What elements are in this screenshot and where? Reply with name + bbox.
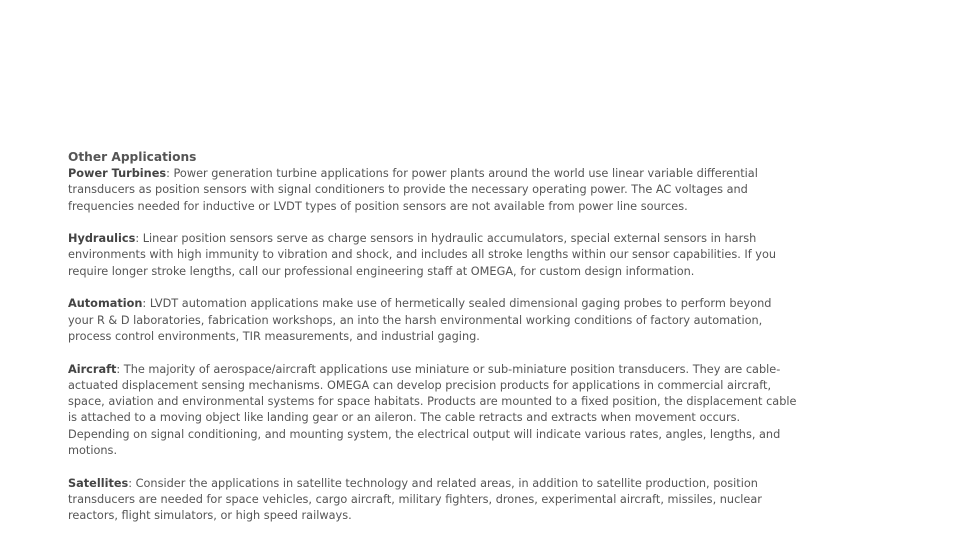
section-title: Other Applications — [68, 150, 197, 164]
paragraph-text: : Consider the applications in satellite technology and related areas, in addition to satellite production, position transducers are needed for space vehicles, cargo aircraft, military fighters, drones, experimental aircraft, missiles, nuclear reactors, flight simulators, or high speed railways. — [68, 476, 762, 523]
paragraph-text: : The majority of aerospace/aircraft applications use miniature or sub-miniature position transducers. They are cable-actuated displacement sensing mechanisms. OMEGA can develop precision products for applications in commercial aircraft, space, aviation and environmental systems for space habitats. Products are mounted to a fixed position, the displacement cable is attached to a moving object like landing gear or an aileron. The cable retracts and extracts when movement occurs. Depending on signal conditioning, and mounting system, the electrical output will indicate various rates, angles, lengths, and motions. — [68, 362, 797, 458]
paragraph-aircraft — [68, 362, 798, 460]
article-body — [68, 149, 798, 525]
term-hydraulics: Hydraulics — [68, 232, 136, 246]
paragraph-automation — [68, 296, 798, 345]
term-aircraft: Aircraft — [68, 362, 117, 376]
paragraph-text: : LVDT automation applications make use of hermetically sealed dimensional gaging probes to perform beyond your R & D laboratories, fabrication workshops, an into the harsh environmental working conditions of factory automation, process control environments, TIR measurements, and industrial gaging. — [68, 297, 772, 343]
paragraph-text: : Power generation turbine applications for power plants around the world use linear variable differential transducers as position sensors with signal conditioners to provide the necessary operating power. The AC voltages and frequencies needed for inductive or LVDT types of position sensors are not available from power line sources. — [68, 167, 758, 213]
paragraph-hydraulics — [68, 231, 798, 280]
term-power-turbines: Power Turbines — [68, 167, 167, 180]
paragraph-power-turbines — [68, 166, 798, 215]
term-satellites: Satellites — [68, 476, 129, 490]
term-automation: Automation — [68, 297, 143, 311]
paragraph-satellites — [68, 476, 798, 525]
paragraph-text: : Linear position sensors serve as charge sensors in hydraulic accumulators, special external sensors in harsh environments with high immunity to vibration and shock, and includes all stroke lengths within our sensor capabilities. If you require longer stroke lengths, call our professional engineering staff at OMEGA, for custom design information. — [68, 232, 777, 278]
